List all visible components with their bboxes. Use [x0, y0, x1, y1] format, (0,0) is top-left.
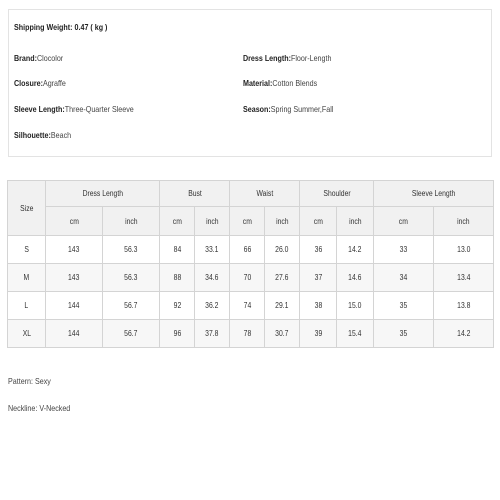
table-cell: 88 [160, 264, 195, 292]
table-cell: 37 [300, 264, 337, 292]
table-cell: 15.4 [337, 320, 374, 348]
spec-sleeve-length: Sleeve Length:Three-Quarter Sleeve [14, 104, 134, 114]
table-row [8, 264, 494, 292]
shipping-weight: Shipping Weight: 0.47 ( kg ) [14, 22, 108, 32]
unit-header-cm: cm [160, 207, 195, 236]
table-cell: 27.6 [265, 264, 300, 292]
spec-material: Material:Cotton Blends [243, 78, 318, 88]
table-cell: 13.8 [434, 292, 494, 320]
table-cell: 34.6 [195, 264, 230, 292]
unit-header-inch: inch [103, 207, 160, 236]
table-cell: 26.0 [265, 236, 300, 264]
unit-header-inch: inch [195, 207, 230, 236]
table-cell: 74 [230, 292, 265, 320]
spec-closure: Closure:Agraffe [14, 78, 66, 88]
table-cell: 14.2 [434, 320, 494, 348]
table-row [8, 320, 494, 348]
table-cell: 15.0 [337, 292, 374, 320]
pattern-note: Pattern: Sexy [8, 376, 51, 386]
table-cell: 144 [46, 320, 103, 348]
unit-header-inch: inch [265, 207, 300, 236]
spec-brand: Brand:Clocolor [14, 53, 64, 63]
table-cell: 78 [230, 320, 265, 348]
spec-silhouette: Silhouette:Beach [14, 130, 72, 140]
table-cell: 56.3 [103, 236, 160, 264]
group-header-waist: Waist [230, 181, 300, 207]
group-header-bust: Bust [160, 181, 230, 207]
product-specs-panel [8, 9, 492, 157]
table-cell: 33 [374, 236, 434, 264]
spec-season: Season:Spring Summer,Fall [243, 104, 334, 114]
size-column-header: Size [8, 181, 46, 236]
group-header-dress-length: Dress Length [46, 181, 160, 207]
size-cell: M [8, 264, 46, 292]
table-cell: 144 [46, 292, 103, 320]
size-cell: L [8, 292, 46, 320]
unit-header-cm: cm [300, 207, 337, 236]
table-cell: 92 [160, 292, 195, 320]
table-cell: 35 [374, 320, 434, 348]
table-cell: 35 [374, 292, 434, 320]
table-cell: 33.1 [195, 236, 230, 264]
unit-header-inch: inch [337, 207, 374, 236]
spec-dress-length: Dress Length:Floor-Length [243, 53, 332, 63]
table-cell: 96 [160, 320, 195, 348]
table-cell: 56.7 [103, 320, 160, 348]
size-cell: XL [8, 320, 46, 348]
table-cell: 84 [160, 236, 195, 264]
table-cell: 36 [300, 236, 337, 264]
table-cell: 14.2 [337, 236, 374, 264]
table-row [8, 292, 494, 320]
table-cell: 36.2 [195, 292, 230, 320]
table-cell: 143 [46, 264, 103, 292]
table-cell: 30.7 [265, 320, 300, 348]
group-header-sleeve-length: Sleeve Length [374, 181, 494, 207]
unit-header-cm: cm [374, 207, 434, 236]
table-row [8, 236, 494, 264]
unit-header-cm: cm [230, 207, 265, 236]
table-cell: 38 [300, 292, 337, 320]
table-cell: 34 [374, 264, 434, 292]
size-chart-table [7, 180, 494, 348]
table-cell: 56.7 [103, 292, 160, 320]
group-header-shoulder: Shoulder [300, 181, 374, 207]
table-cell: 29.1 [265, 292, 300, 320]
size-cell: S [8, 236, 46, 264]
unit-header-inch: inch [434, 207, 494, 236]
table-cell: 13.0 [434, 236, 494, 264]
neckline-note: Neckline: V-Necked [8, 403, 71, 413]
unit-header-cm: cm [46, 207, 103, 236]
table-cell: 56.3 [103, 264, 160, 292]
table-cell: 70 [230, 264, 265, 292]
table-cell: 14.6 [337, 264, 374, 292]
table-cell: 37.8 [195, 320, 230, 348]
table-cell: 66 [230, 236, 265, 264]
table-cell: 13.4 [434, 264, 494, 292]
table-cell: 39 [300, 320, 337, 348]
table-cell: 143 [46, 236, 103, 264]
